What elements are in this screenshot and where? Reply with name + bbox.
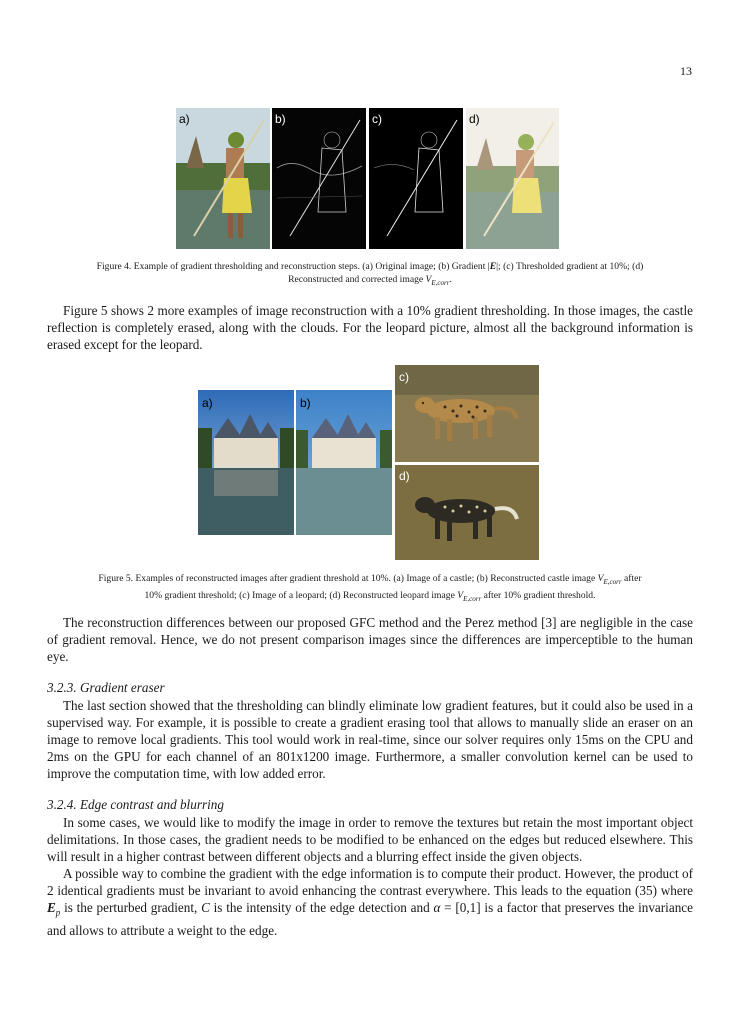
figure5-image-d: [395, 465, 539, 560]
figure5-caption: Figure 5. Examples of reconstructed images after gradient threshold at 10%. (a) Image of a castle; (b) Reconstructed castle image $V_{E,corr}$ after 10% gradient threshold; (c) Image of a leopard; (d) Reconstructed leopard image $V_{E,corr}$ after 10% gradient threshold.: [98, 573, 642, 603]
figure4-label-c: c): [372, 112, 382, 126]
figure5-photo-leopard: [395, 365, 539, 462]
figure4-image-d: [466, 108, 559, 249]
figure5-image-a: [198, 390, 294, 535]
figure4-image-b: [272, 108, 366, 249]
figure5-label-c: c): [399, 370, 409, 384]
figure4-image-c: [369, 108, 463, 249]
paragraph-gradient-eraser: The last section showed that the thresholding can blindly eliminate low gradient features, but it could also be used in a supervised way. For example, it is possible to create a gradient erasing tool that allows to manually slide an eraser on an image to remove local gradients. This tool would work in real-time, since our solver requires only 15ms on the CPU and 2ms on the GPU for each channel of an 801x1200 image. Furthermore, a smaller convolution kernel can be used to improve the computation time, with low added error.: [47, 698, 693, 781]
paragraph-edge-contrast-1: In some cases, we would like to modify the image in order to remove the textures but retain the most important object delimitations. In those cases, the gradient needs to be modified to be enhanced on the edges but reduced elsewhere. This will result in a higher contrast between different objects and a blurring effect inside the given objects.: [47, 815, 693, 864]
figure4-label-d: d): [469, 112, 480, 126]
section-heading-gradient-eraser: 3.2.3. Gradient eraser: [47, 680, 165, 695]
figure5-image-b: [296, 390, 392, 535]
figure4-photo-original: [176, 108, 270, 249]
figure5-label-d: d): [399, 469, 410, 483]
figure4-caption: Figure 4. Example of gradient thresholding and reconstruction steps. (a) Original image; (b) Gradient |E|; (c) Thresholded gradient at 10%; (d) Reconstructed and corrected image $V_{E,corr}$.: [96, 261, 644, 287]
figure5-image-c: [395, 365, 539, 462]
figure5-photo-leopard-reconstructed: [395, 465, 539, 560]
paragraph-comparison: The reconstruction differences between our proposed GFC method and the Perez method [3] are negligible in the case of gradient removal. Hence, we do not present comparison images since the differences are imperceptible to the human eye.: [47, 615, 693, 664]
figure4-photo-gradient: [272, 108, 366, 249]
section-heading-edge-contrast: 3.2.4. Edge contrast and blurring: [47, 797, 224, 812]
figure5-label-b: b): [300, 396, 311, 410]
figure4-photo-threshold: [369, 108, 463, 249]
paragraph-edge-contrast-2: A possible way to combine the gradient with the edge information is to compute their product. However, the product of 2 identical gradients must be invariant to avoid enhancing the contrast everywhere. This leads to the equation (35) where $E_p$ is the perturbed gradient, C is the intensity of the edge detection and α = [0,1] is a factor that preserves the invariance and allows to attribute a weight to the edge.: [47, 866, 693, 938]
page-number: 13: [680, 64, 692, 78]
figure5-photo-castle-reconstructed: [296, 390, 392, 535]
paragraph-figure5-intro: Figure 5 shows 2 more examples of image reconstruction with a 10% gradient thresholding. In those images, the castle reflection is completely erased, along with the clouds. For the leopard picture, almost all the background information is erased except for the leopard.: [47, 303, 693, 352]
figure5-photo-castle: [198, 390, 294, 535]
figure4-label-a: a): [179, 112, 190, 126]
figure4-image-a: [176, 108, 270, 249]
figure4-photo-reconstructed: [466, 108, 559, 249]
figure4-label-b: b): [275, 112, 286, 126]
figure5-label-a: a): [202, 396, 213, 410]
